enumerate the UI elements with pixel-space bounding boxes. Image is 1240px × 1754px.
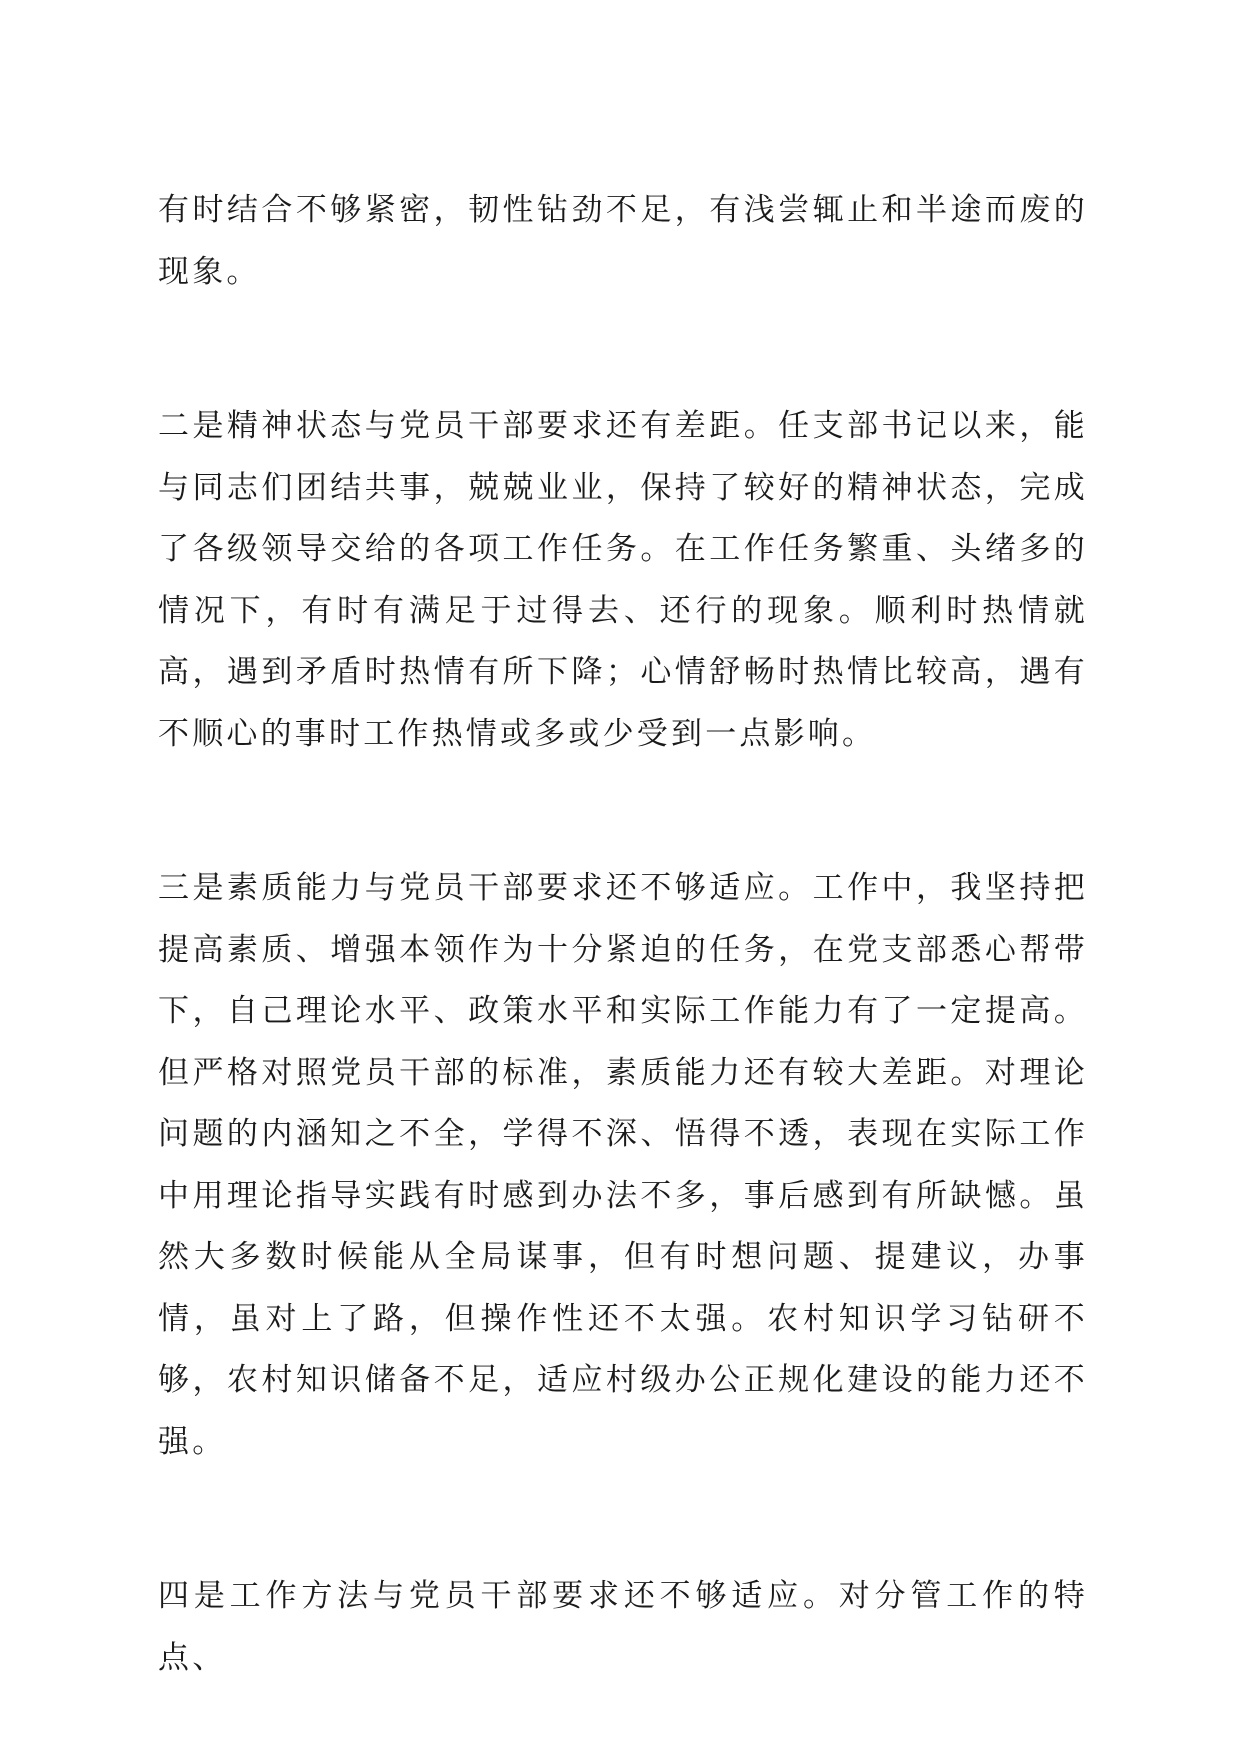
paragraph-quality-ability: 三是素质能力与党员干部要求还不够适应。工作中，我坚持把提高素质、增强本领作为十分紧迫的任务，在党支部悉心帮带下，自己理论水平、政策水平和实际工作能力有了一定提高。但严格对照党员干部的标准，素质能力还有较大差距。对理论问题的内涵知之不全，学得不深、悟得不透，表现在实际工作中用理论指导实践有时感到办法不多，事后感到有所缺憾。虽然大多数时候能从全局谋事，但有时想问题、提建议，办事情，虽对上了路，但操作性还不太强。农村知识学习钻研不够，农村知识储备不足，适应村级办公正规化建设的能力还不强。 xyxy=(158,870,1088,1460)
document-body xyxy=(158,180,1088,1689)
paragraph-spirit-state: 二是精神状态与党员干部要求还有差距。任支部书记以来，能与同志们团结共事，兢兢业业，保持了较好的精神状态，完成了各级领导交给的各项工作任务。在工作任务繁重、头绪多的情况下，有时有满足于过得去、还行的现象。顺利时热情就高，遇到矛盾时热情有所下降；心情舒畅时热情比较高，遇有不顺心的事时工作热情或多或少受到一点影响。 xyxy=(158,408,1088,752)
paragraph-work-method: 四是工作方法与党员干部要求还不够适应。对分管工作的特点、 xyxy=(158,1578,1088,1676)
paragraph-continuation: 有时结合不够紧密，韧性钻劲不足，有浅尝辄止和半途而废的现象。 xyxy=(158,192,1088,290)
